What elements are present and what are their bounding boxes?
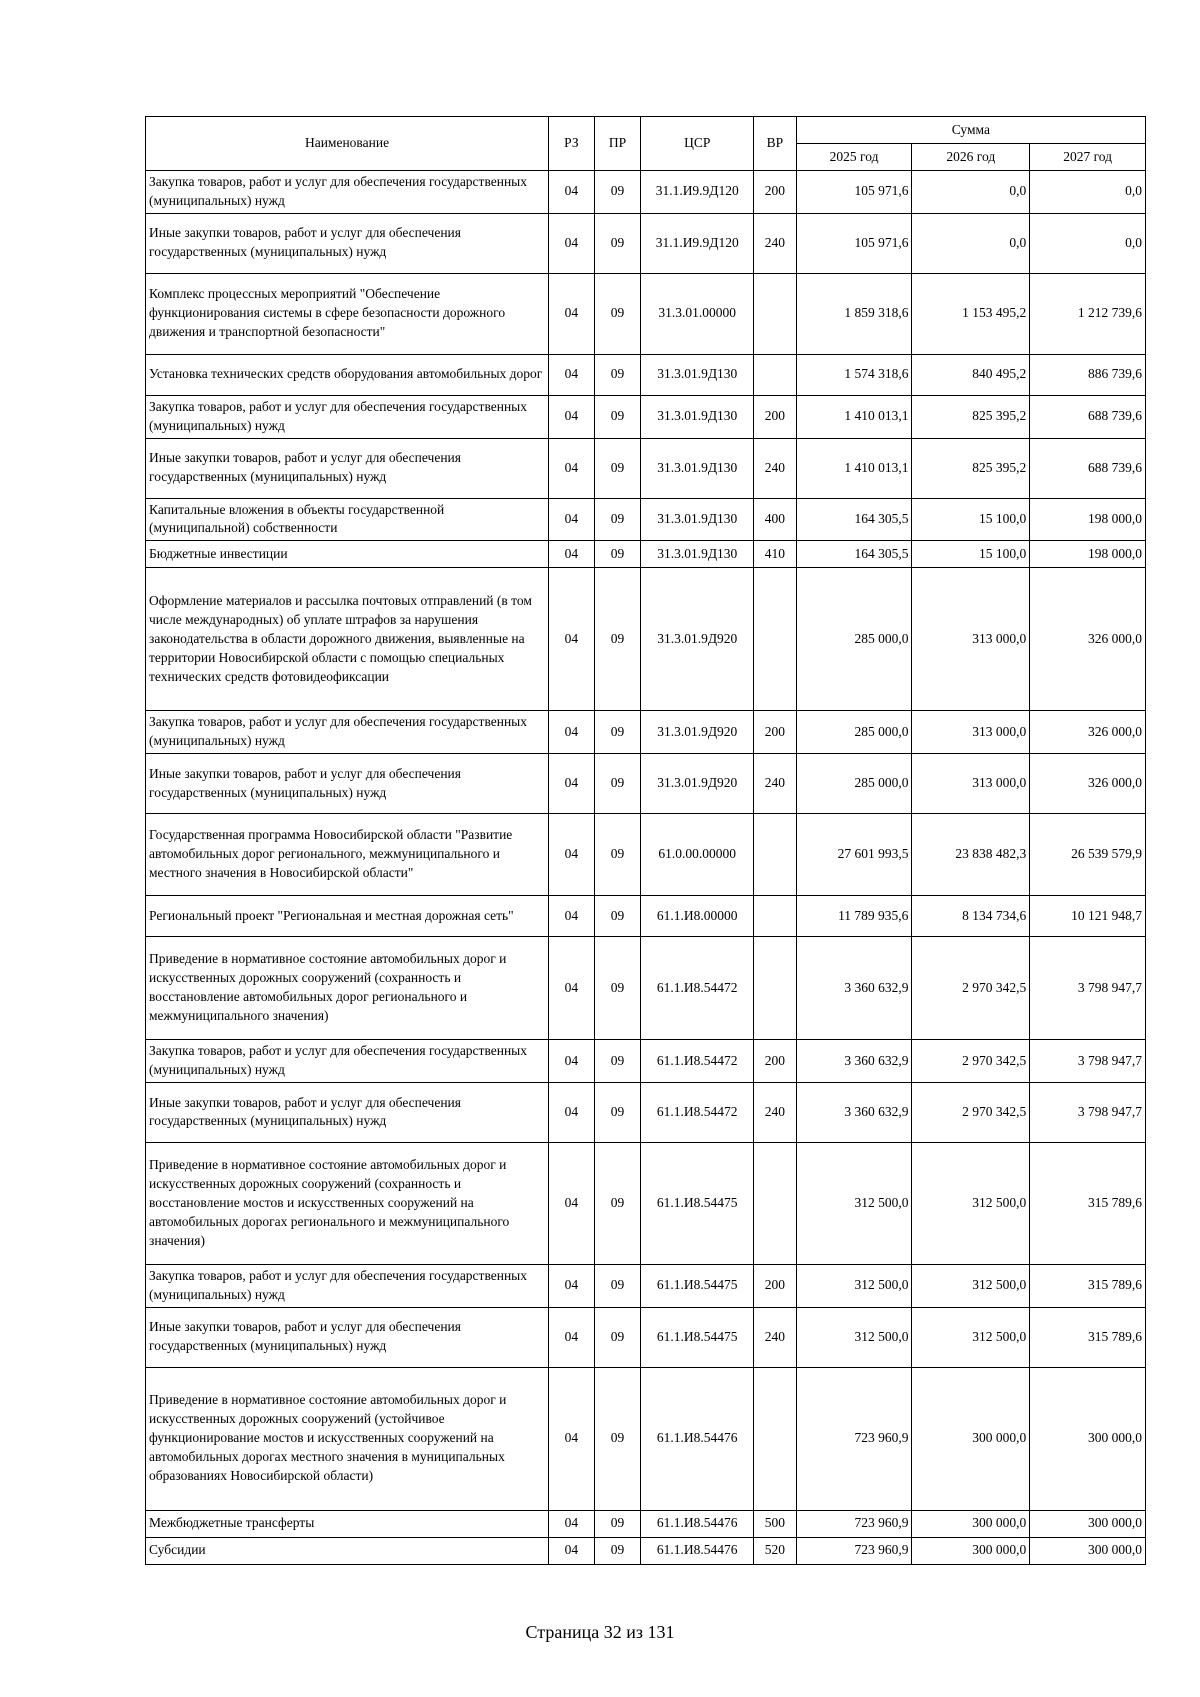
row-name: Комплекс процессных мероприятий "Обеспечение функционирования системы в сфере безопасности дорожного движения и транспортной безопасности" bbox=[146, 273, 549, 354]
row-rz: 04 bbox=[549, 213, 595, 273]
row-vr bbox=[754, 1367, 797, 1510]
row-vr: 520 bbox=[754, 1537, 797, 1564]
row-sum-2026: 312 500,0 bbox=[912, 1142, 1030, 1264]
table-row bbox=[146, 498, 1146, 541]
row-vr bbox=[754, 354, 797, 395]
header-year-2026: 2026 год bbox=[912, 144, 1030, 171]
table-row bbox=[146, 541, 1146, 568]
row-sum-2027: 315 789,6 bbox=[1030, 1142, 1146, 1264]
row-sum-2026: 2 970 342,5 bbox=[912, 937, 1030, 1040]
row-name: Иные закупки товаров, работ и услуг для обеспечения государственных (муниципальных) нужд bbox=[146, 213, 549, 273]
row-pr: 09 bbox=[594, 937, 641, 1040]
row-csr: 61.1.И8.54476 bbox=[641, 1367, 754, 1510]
row-sum-2025: 11 789 935,6 bbox=[796, 896, 912, 937]
row-pr: 09 bbox=[594, 1264, 641, 1307]
row-rz: 04 bbox=[549, 1367, 595, 1510]
row-sum-2027: 26 539 579,9 bbox=[1030, 814, 1146, 896]
row-sum-2026: 300 000,0 bbox=[912, 1537, 1030, 1564]
row-vr bbox=[754, 568, 797, 711]
row-pr: 09 bbox=[594, 213, 641, 273]
row-csr: 31.1.И9.9Д120 bbox=[641, 213, 754, 273]
row-sum-2025: 1 574 318,6 bbox=[796, 354, 912, 395]
row-rz: 04 bbox=[549, 1537, 595, 1564]
row-pr: 09 bbox=[594, 896, 641, 937]
row-name: Иные закупки товаров, работ и услуг для обеспечения государственных (муниципальных) нужд bbox=[146, 1082, 549, 1142]
row-name: Приведение в нормативное состояние автомобильных дорог и искусственных дорожных сооружений (сохранность и восстановление мостов и искусственных сооружений на автомобильных дорогах регионального и межмуниципального значения) bbox=[146, 1142, 549, 1264]
row-pr: 09 bbox=[594, 273, 641, 354]
row-csr: 31.3.01.9Д130 bbox=[641, 541, 754, 568]
row-sum-2025: 312 500,0 bbox=[796, 1142, 912, 1264]
row-sum-2025: 164 305,5 bbox=[796, 498, 912, 541]
row-vr bbox=[754, 1142, 797, 1264]
row-sum-2025: 3 360 632,9 bbox=[796, 1040, 912, 1083]
row-pr: 09 bbox=[594, 354, 641, 395]
table-row bbox=[146, 395, 1146, 438]
row-rz: 04 bbox=[549, 438, 595, 498]
row-vr: 200 bbox=[754, 1040, 797, 1083]
row-csr: 31.3.01.00000 bbox=[641, 273, 754, 354]
row-csr: 31.3.01.9Д920 bbox=[641, 568, 754, 711]
table-row bbox=[146, 273, 1146, 354]
table-row bbox=[146, 171, 1146, 214]
row-sum-2026: 1 153 495,2 bbox=[912, 273, 1030, 354]
row-sum-2026: 312 500,0 bbox=[912, 1264, 1030, 1307]
row-sum-2026: 300 000,0 bbox=[912, 1510, 1030, 1537]
row-sum-2025: 285 000,0 bbox=[796, 711, 912, 754]
row-sum-2025: 105 971,6 bbox=[796, 171, 912, 214]
row-rz: 04 bbox=[549, 711, 595, 754]
row-name: Закупка товаров, работ и услуг для обеспечения государственных (муниципальных) нужд bbox=[146, 1040, 549, 1083]
row-sum-2027: 198 000,0 bbox=[1030, 541, 1146, 568]
row-sum-2026: 15 100,0 bbox=[912, 541, 1030, 568]
row-vr bbox=[754, 896, 797, 937]
row-name: Установка технических средств оборудования автомобильных дорог bbox=[146, 354, 549, 395]
row-rz: 04 bbox=[549, 1082, 595, 1142]
row-vr: 240 bbox=[754, 754, 797, 814]
row-name: Иные закупки товаров, работ и услуг для обеспечения государственных (муниципальных) нужд bbox=[146, 754, 549, 814]
row-pr: 09 bbox=[594, 568, 641, 711]
row-csr: 61.0.00.00000 bbox=[641, 814, 754, 896]
row-sum-2026: 825 395,2 bbox=[912, 395, 1030, 438]
header-csr: ЦСР bbox=[641, 117, 754, 171]
row-csr: 31.1.И9.9Д120 bbox=[641, 171, 754, 214]
row-rz: 04 bbox=[549, 354, 595, 395]
row-sum-2026: 840 495,2 bbox=[912, 354, 1030, 395]
header-pr: ПР bbox=[594, 117, 641, 171]
row-sum-2026: 2 970 342,5 bbox=[912, 1040, 1030, 1083]
table-row bbox=[146, 1082, 1146, 1142]
row-sum-2026: 313 000,0 bbox=[912, 754, 1030, 814]
row-rz: 04 bbox=[549, 273, 595, 354]
row-pr: 09 bbox=[594, 1142, 641, 1264]
row-sum-2025: 27 601 993,5 bbox=[796, 814, 912, 896]
row-sum-2026: 312 500,0 bbox=[912, 1307, 1030, 1367]
row-csr: 31.3.01.9Д130 bbox=[641, 395, 754, 438]
row-csr: 61.1.И8.54472 bbox=[641, 1040, 754, 1083]
row-name: Капитальные вложения в объекты государственной (муниципальной) собственности bbox=[146, 498, 549, 541]
row-sum-2027: 10 121 948,7 bbox=[1030, 896, 1146, 937]
row-csr: 61.1.И8.54476 bbox=[641, 1510, 754, 1537]
row-vr bbox=[754, 273, 797, 354]
row-csr: 31.3.01.9Д130 bbox=[641, 438, 754, 498]
row-vr: 240 bbox=[754, 1307, 797, 1367]
table-row bbox=[146, 1264, 1146, 1307]
table-row bbox=[146, 1040, 1146, 1083]
row-name: Региональный проект "Региональная и местная дорожная сеть" bbox=[146, 896, 549, 937]
table-row bbox=[146, 754, 1146, 814]
row-name: Закупка товаров, работ и услуг для обеспечения государственных (муниципальных) нужд bbox=[146, 395, 549, 438]
row-sum-2026: 313 000,0 bbox=[912, 568, 1030, 711]
row-sum-2027: 315 789,6 bbox=[1030, 1264, 1146, 1307]
row-sum-2025: 164 305,5 bbox=[796, 541, 912, 568]
row-sum-2027: 3 798 947,7 bbox=[1030, 1082, 1146, 1142]
page-number: Страница 32 из 131 bbox=[525, 1622, 675, 1642]
row-vr: 200 bbox=[754, 711, 797, 754]
row-pr: 09 bbox=[594, 1040, 641, 1083]
row-pr: 09 bbox=[594, 438, 641, 498]
row-sum-2026: 0,0 bbox=[912, 213, 1030, 273]
row-name: Закупка товаров, работ и услуг для обеспечения государственных (муниципальных) нужд bbox=[146, 1264, 549, 1307]
row-rz: 04 bbox=[549, 1040, 595, 1083]
row-csr: 31.3.01.9Д130 bbox=[641, 498, 754, 541]
row-rz: 04 bbox=[549, 814, 595, 896]
row-pr: 09 bbox=[594, 171, 641, 214]
row-sum-2027: 0,0 bbox=[1030, 171, 1146, 214]
row-vr bbox=[754, 937, 797, 1040]
row-pr: 09 bbox=[594, 711, 641, 754]
row-vr: 200 bbox=[754, 1264, 797, 1307]
row-csr: 61.1.И8.54475 bbox=[641, 1264, 754, 1307]
table-row bbox=[146, 814, 1146, 896]
row-sum-2026: 300 000,0 bbox=[912, 1367, 1030, 1510]
row-sum-2027: 326 000,0 bbox=[1030, 754, 1146, 814]
header-year-2025: 2025 год bbox=[796, 144, 912, 171]
row-sum-2026: 0,0 bbox=[912, 171, 1030, 214]
row-sum-2026: 2 970 342,5 bbox=[912, 1082, 1030, 1142]
row-sum-2027: 198 000,0 bbox=[1030, 498, 1146, 541]
row-sum-2026: 8 134 734,6 bbox=[912, 896, 1030, 937]
row-vr: 410 bbox=[754, 541, 797, 568]
row-sum-2025: 1 410 013,1 bbox=[796, 438, 912, 498]
row-sum-2025: 1 410 013,1 bbox=[796, 395, 912, 438]
row-pr: 09 bbox=[594, 395, 641, 438]
row-sum-2025: 3 360 632,9 bbox=[796, 937, 912, 1040]
table-row bbox=[146, 438, 1146, 498]
table-row bbox=[146, 354, 1146, 395]
table-row bbox=[146, 1367, 1146, 1510]
row-sum-2026: 23 838 482,3 bbox=[912, 814, 1030, 896]
row-vr: 500 bbox=[754, 1510, 797, 1537]
table-row bbox=[146, 896, 1146, 937]
budget-table bbox=[145, 116, 1146, 1565]
header-rz: РЗ bbox=[549, 117, 595, 171]
row-vr: 240 bbox=[754, 213, 797, 273]
header-vr: ВР bbox=[754, 117, 797, 171]
row-sum-2025: 3 360 632,9 bbox=[796, 1082, 912, 1142]
row-pr: 09 bbox=[594, 498, 641, 541]
row-rz: 04 bbox=[549, 1264, 595, 1307]
row-rz: 04 bbox=[549, 568, 595, 711]
table-row bbox=[146, 1537, 1146, 1564]
header-year-2027: 2027 год bbox=[1030, 144, 1146, 171]
row-sum-2025: 285 000,0 bbox=[796, 568, 912, 711]
row-csr: 31.3.01.9Д920 bbox=[641, 711, 754, 754]
row-csr: 61.1.И8.54472 bbox=[641, 1082, 754, 1142]
row-pr: 09 bbox=[594, 814, 641, 896]
row-sum-2027: 0,0 bbox=[1030, 213, 1146, 273]
row-sum-2026: 313 000,0 bbox=[912, 711, 1030, 754]
row-pr: 09 bbox=[594, 1510, 641, 1537]
row-name: Закупка товаров, работ и услуг для обеспечения государственных (муниципальных) нужд bbox=[146, 171, 549, 214]
row-sum-2027: 300 000,0 bbox=[1030, 1510, 1146, 1537]
table-row bbox=[146, 1510, 1146, 1537]
row-vr: 240 bbox=[754, 1082, 797, 1142]
row-sum-2025: 312 500,0 bbox=[796, 1307, 912, 1367]
header-sum: Сумма bbox=[796, 117, 1145, 144]
row-sum-2025: 1 859 318,6 bbox=[796, 273, 912, 354]
row-pr: 09 bbox=[594, 1367, 641, 1510]
row-sum-2025: 723 960,9 bbox=[796, 1510, 912, 1537]
row-vr: 400 bbox=[754, 498, 797, 541]
row-name: Закупка товаров, работ и услуг для обеспечения государственных (муниципальных) нужд bbox=[146, 711, 549, 754]
row-pr: 09 bbox=[594, 754, 641, 814]
row-name: Иные закупки товаров, работ и услуг для обеспечения государственных (муниципальных) нужд bbox=[146, 438, 549, 498]
row-vr bbox=[754, 814, 797, 896]
row-csr: 31.3.01.9Д920 bbox=[641, 754, 754, 814]
row-csr: 61.1.И8.54475 bbox=[641, 1307, 754, 1367]
row-sum-2025: 312 500,0 bbox=[796, 1264, 912, 1307]
table-row bbox=[146, 213, 1146, 273]
row-csr: 61.1.И8.54475 bbox=[641, 1142, 754, 1264]
row-sum-2027: 300 000,0 bbox=[1030, 1537, 1146, 1564]
row-name: Приведение в нормативное состояние автомобильных дорог и искусственных дорожных сооружений (сохранность и восстановление автомобильных дорог регионального и межмуниципального значения) bbox=[146, 937, 549, 1040]
row-rz: 04 bbox=[549, 937, 595, 1040]
row-sum-2025: 105 971,6 bbox=[796, 213, 912, 273]
table-row bbox=[146, 1307, 1146, 1367]
row-sum-2025: 285 000,0 bbox=[796, 754, 912, 814]
row-sum-2027: 3 798 947,7 bbox=[1030, 937, 1146, 1040]
row-name: Бюджетные инвестиции bbox=[146, 541, 549, 568]
row-name: Субсидии bbox=[146, 1537, 549, 1564]
row-vr: 200 bbox=[754, 395, 797, 438]
row-pr: 09 bbox=[594, 541, 641, 568]
row-csr: 61.1.И8.54476 bbox=[641, 1537, 754, 1564]
row-csr: 61.1.И8.54472 bbox=[641, 937, 754, 1040]
header-name: Наименование bbox=[146, 117, 549, 171]
row-rz: 04 bbox=[549, 1510, 595, 1537]
row-name: Приведение в нормативное состояние автомобильных дорог и искусственных дорожных сооружений (устойчивое функционирование мостов и искусственных сооружений на автомобильных дорогах местного значения в муниципальных образованиях Новосибирской области) bbox=[146, 1367, 549, 1510]
row-sum-2025: 723 960,9 bbox=[796, 1537, 912, 1564]
row-name: Межбюджетные трансферты bbox=[146, 1510, 549, 1537]
row-sum-2027: 326 000,0 bbox=[1030, 711, 1146, 754]
row-rz: 04 bbox=[549, 1307, 595, 1367]
row-pr: 09 bbox=[594, 1537, 641, 1564]
row-sum-2027: 886 739,6 bbox=[1030, 354, 1146, 395]
row-sum-2027: 1 212 739,6 bbox=[1030, 273, 1146, 354]
row-rz: 04 bbox=[549, 498, 595, 541]
row-rz: 04 bbox=[549, 171, 595, 214]
row-sum-2026: 825 395,2 bbox=[912, 438, 1030, 498]
row-sum-2027: 688 739,6 bbox=[1030, 438, 1146, 498]
row-rz: 04 bbox=[549, 541, 595, 568]
row-sum-2027: 300 000,0 bbox=[1030, 1367, 1146, 1510]
table-row bbox=[146, 937, 1146, 1040]
row-csr: 61.1.И8.00000 bbox=[641, 896, 754, 937]
row-rz: 04 bbox=[549, 896, 595, 937]
row-vr: 200 bbox=[754, 171, 797, 214]
row-vr: 240 bbox=[754, 438, 797, 498]
row-csr: 31.3.01.9Д130 bbox=[641, 354, 754, 395]
row-name: Иные закупки товаров, работ и услуг для обеспечения государственных (муниципальных) нужд bbox=[146, 1307, 549, 1367]
table-body bbox=[146, 171, 1146, 1565]
table-row bbox=[146, 568, 1146, 711]
row-rz: 04 bbox=[549, 395, 595, 438]
row-sum-2027: 315 789,6 bbox=[1030, 1307, 1146, 1367]
row-sum-2027: 326 000,0 bbox=[1030, 568, 1146, 711]
row-rz: 04 bbox=[549, 1142, 595, 1264]
row-rz: 04 bbox=[549, 754, 595, 814]
row-name: Оформление материалов и рассылка почтовых отправлений (в том числе международных) об уплате штрафов за нарушения законодательства в области дорожного движения, выявленные на территории Новосибирской области с помощью специальных технических средств фотовидеофиксации bbox=[146, 568, 549, 711]
table-row bbox=[146, 711, 1146, 754]
row-sum-2027: 3 798 947,7 bbox=[1030, 1040, 1146, 1083]
table-row bbox=[146, 1142, 1146, 1264]
row-sum-2027: 688 739,6 bbox=[1030, 395, 1146, 438]
row-pr: 09 bbox=[594, 1307, 641, 1367]
row-name: Государственная программа Новосибирской области "Развитие автомобильных дорог регионального, межмуниципального и местного значения в Новосибирской области" bbox=[146, 814, 549, 896]
row-sum-2025: 723 960,9 bbox=[796, 1367, 912, 1510]
row-sum-2026: 15 100,0 bbox=[912, 498, 1030, 541]
row-pr: 09 bbox=[594, 1082, 641, 1142]
